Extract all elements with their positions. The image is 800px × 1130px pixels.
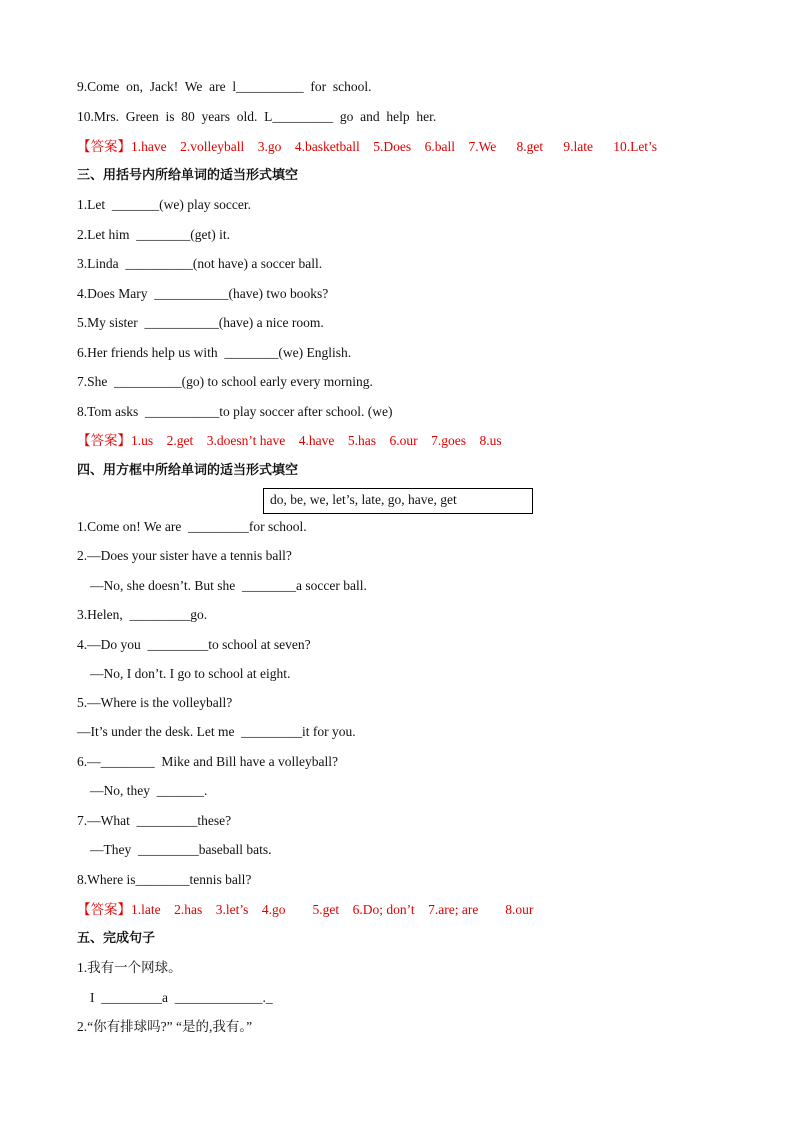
exercise-line: —No, they _______. [90, 783, 208, 798]
exercise-line: —They _________baseball bats. [90, 842, 272, 857]
answer-key: 【答案】1.late 2.has 3.let’s 4.go 5.get 6.Do; don’t 7.are; are 8.our [77, 902, 534, 917]
exercise-line: 6.Her friends help us with ________(we) English. [77, 345, 352, 360]
exercise-line: —It’s under the desk. Let me _________it for you. [77, 724, 356, 739]
exercise-line: I _________a _____________._ [90, 990, 273, 1005]
exercise-line: —No, she doesn’t. But she ________a soccer ball. [90, 578, 367, 593]
exercise-line: 7.She __________(go) to school early every morning. [77, 374, 373, 389]
section-heading: 三、用括号内所给单词的适当形式填空 [77, 168, 299, 183]
section-heading: 四、用方框中所给单词的适当形式填空 [77, 463, 299, 478]
exercise-line: 3.Linda __________(not have) a soccer ball. [77, 256, 323, 271]
exercise-line: 4.Does Mary ___________(have) two books? [77, 286, 329, 301]
answer-key: 【答案】1.have 2.volleyball 3.go 4.basketball 5.Does 6.ball 7.We 8.get 9.late 10.Let’s [77, 139, 658, 154]
exercise-line: 5.My sister ___________(have) a nice room. [77, 315, 324, 330]
answer-key: 【答案】1.us 2.get 3.doesn’t have 4.have 5.has 6.our 7.goes 8.us [77, 433, 502, 448]
exercise-line: 2.“你有排球吗?” “是的,我有。” [77, 1019, 253, 1034]
exercise-line: 8.Tom asks ___________to play soccer after school. (we) [77, 404, 393, 419]
exercise-line: 10.Mrs. Green is 80 years old. L_________ go and help her. [77, 109, 437, 124]
exercise-line: 8.Where is________tennis ball? [77, 872, 252, 887]
exercise-line: 1.Come on! We are _________for school. [77, 519, 307, 534]
word-box: do, be, we, let’s, late, go, have, get [263, 488, 533, 514]
exercise-line: 6.—________ Mike and Bill have a volleyball? [77, 754, 338, 769]
exercise-line: 3.Helen, _________go. [77, 607, 208, 622]
exercise-line: —No, I don’t. I go to school at eight. [90, 666, 291, 681]
section-heading: 五、完成句子 [77, 931, 156, 946]
exercise-line: 1.我有一个网球。 [77, 960, 182, 975]
exercise-line: 2.Let him ________(get) it. [77, 227, 230, 242]
exercise-line: 9.Come on, Jack! We are l__________ for school. [77, 79, 372, 94]
exercise-line: 7.—What _________these? [77, 813, 232, 828]
exercise-line: 4.—Do you _________to school at seven? [77, 637, 311, 652]
exercise-line: 5.—Where is the volleyball? [77, 695, 233, 710]
exercise-line: 1.Let _______(we) play soccer. [77, 197, 251, 212]
exercise-line: 2.—Does your sister have a tennis ball? [77, 548, 292, 563]
